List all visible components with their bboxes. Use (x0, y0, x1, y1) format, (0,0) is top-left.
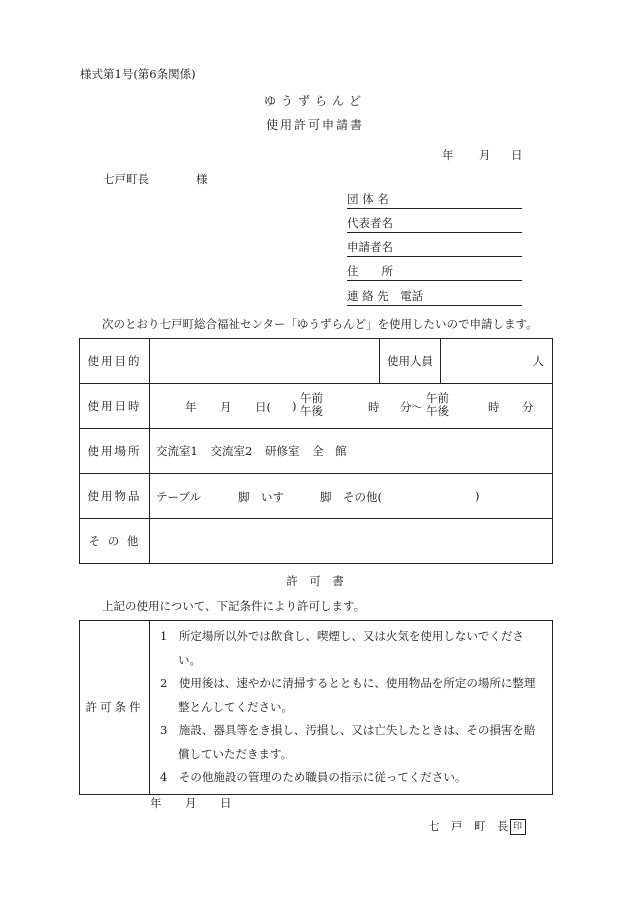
item-chair-unit: 脚 (320, 490, 332, 504)
application-table (79, 338, 553, 564)
conditions-list (150, 621, 553, 795)
footer-year: 年 (150, 796, 162, 810)
form-number: 様式第1号(第6条関係) (80, 67, 196, 81)
representative-label: 代表者名 (347, 216, 393, 230)
signatory (428, 818, 526, 835)
representative-field[interactable] (347, 214, 522, 233)
place-option[interactable]: 研修室 (264, 444, 300, 458)
item-other-open: その他( (343, 490, 382, 504)
place-option[interactable]: 交流室1 (156, 444, 198, 458)
place-label: 使用場所 (80, 429, 150, 474)
address-field[interactable] (347, 262, 522, 281)
dt-minute1: 分～ (400, 400, 423, 414)
permit-title: 許 可 書 (286, 574, 344, 588)
dt-day: 日( (255, 400, 271, 414)
datetime-input[interactable] (150, 384, 553, 429)
people-input[interactable] (441, 339, 553, 384)
footer-month: 月 (185, 796, 197, 810)
date-year: 年 (442, 148, 454, 162)
item-table-unit: 脚 (238, 490, 250, 504)
conditions-label: 許可条件 (80, 621, 150, 795)
purpose-input[interactable] (150, 339, 380, 384)
date-month: 月 (479, 148, 491, 162)
applicant-name-label: 申請者名 (347, 240, 393, 254)
place-option[interactable]: 全 館 (312, 444, 347, 458)
form-title: 使用許可申請書 (265, 118, 364, 132)
people-label: 使用人員 (380, 339, 441, 384)
item-chair: いす (261, 490, 284, 504)
condition-item: 3 施設、器具等をき損し、汚損し、又は亡失したときは、その損害を賠償していただきます。 (160, 723, 536, 761)
group-name-label: 団 体 名 (347, 192, 389, 206)
dt-minute2: 分 (522, 400, 534, 414)
item-other-close: ) (475, 489, 480, 503)
place-option[interactable]: 交流室2 (210, 444, 253, 458)
datetime-label: 使用日時 (80, 384, 150, 429)
addressee-honorific: 様 (196, 172, 208, 186)
people-unit: 人 (532, 354, 544, 368)
place-row (80, 429, 553, 474)
dt-pm1: 午後 (300, 404, 323, 418)
datetime-row (80, 384, 553, 429)
condition-item: 4 その他施設の管理のため職員の指示に従ってください。 (160, 770, 467, 784)
dt-ampm-2[interactable] (426, 392, 449, 418)
items-label: 使用物品 (80, 474, 150, 519)
dt-am2: 午前 (426, 391, 449, 405)
items-input[interactable] (150, 474, 553, 519)
dt-month: 月 (220, 400, 232, 414)
dt-hour1: 時 (368, 400, 380, 414)
group-name-field[interactable] (347, 190, 522, 209)
contact-field[interactable] (347, 287, 522, 306)
facility-name: ゆうずらんど (263, 94, 366, 108)
purpose-label: 使用目的 (80, 339, 150, 384)
condition-item: 2 使用後は、速やかに清掃するとともに、使用物品を所定の場所に整理整とんしてください。 (160, 676, 536, 714)
seal-mark: 印 (510, 819, 526, 835)
dt-year: 年 (185, 400, 197, 414)
other-row (80, 519, 553, 564)
other-input[interactable] (150, 519, 553, 564)
item-table: テーブル (156, 490, 201, 504)
dt-close: ) (292, 399, 297, 413)
dt-ampm-1[interactable] (300, 392, 323, 418)
applicant-name-field[interactable] (347, 238, 522, 257)
addressee-name: 七戸町長 (103, 172, 149, 186)
contact-label: 連 絡 先 電話 (347, 289, 424, 303)
signatory-name: 七 戸 町 長 (428, 819, 509, 833)
condition-item: 1 所定場所以外では飲食し、喫煙し、又は火気を使用しないでください。 (160, 629, 524, 667)
dt-pm2: 午後 (426, 404, 449, 418)
other-label: そ の 他 (80, 519, 150, 564)
place-options (150, 429, 553, 474)
dt-hour2: 時 (488, 400, 500, 414)
footer-day: 日 (220, 796, 232, 810)
intro-text: 次のとおり七戸町総合福祉センター「ゆうずらんど」を使用したいので申請します。 (102, 317, 538, 331)
permit-conditions-table (79, 620, 553, 795)
items-row (80, 474, 553, 519)
permit-text: 上記の使用について、下記条件により許可します。 (102, 599, 366, 613)
date-day: 日 (511, 148, 523, 162)
address-label: 住 所 (347, 264, 393, 278)
dt-am1: 午前 (300, 391, 323, 405)
purpose-row (80, 339, 553, 384)
